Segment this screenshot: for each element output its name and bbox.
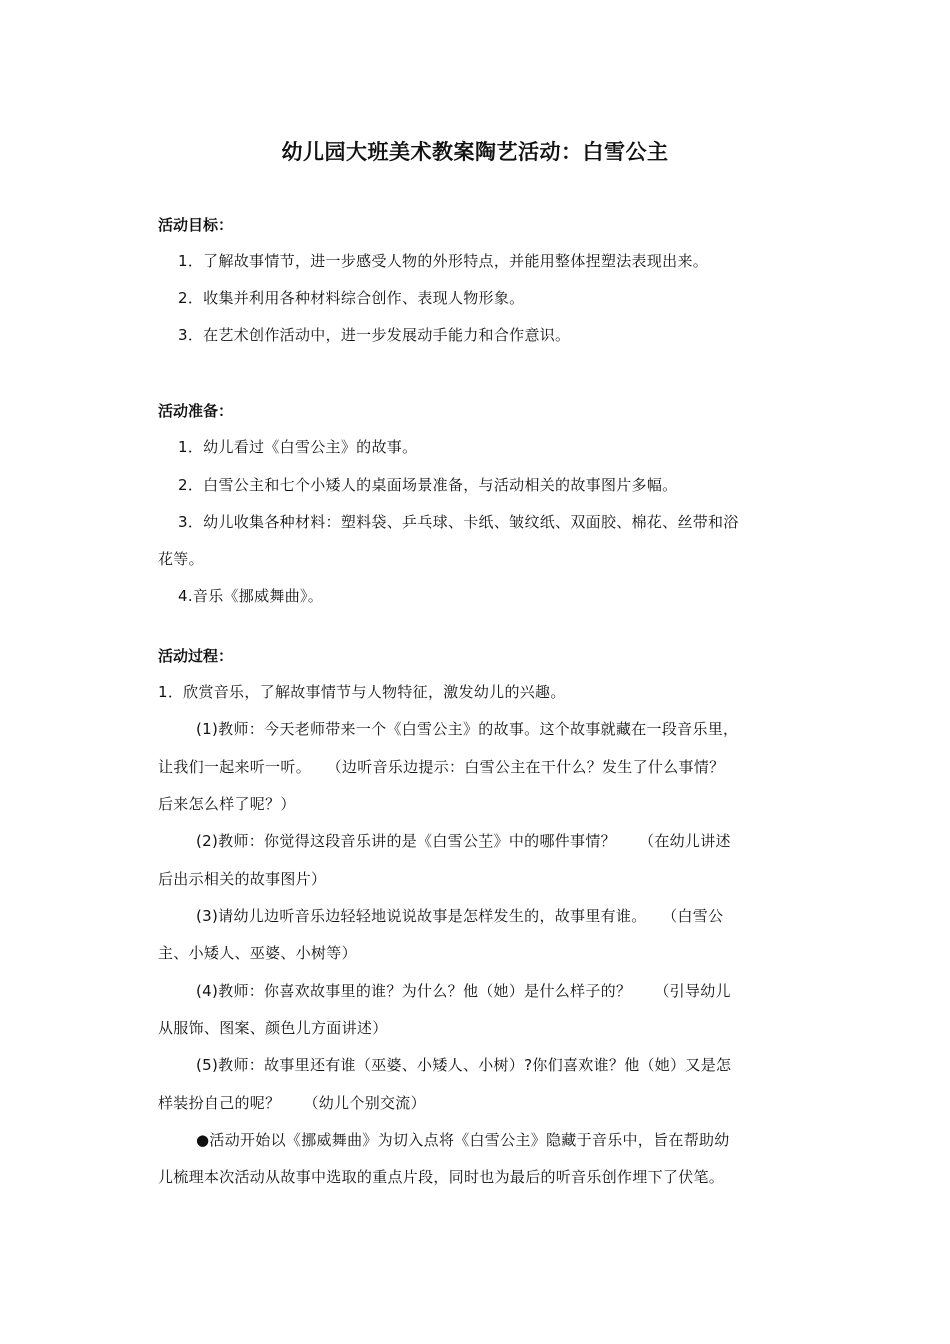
process-paragraph-line: 后来怎么样了呢？） [158, 795, 296, 813]
goals-heading: 活动目标： [158, 216, 234, 234]
process-paragraph-line: (5)教师：故事里还有谁（巫婆、小矮人、小树）?你们喜欢谁？他（她）又是怎 [196, 1056, 732, 1074]
process-paragraph-line: 让我们一起来听一听。 （边听音乐边提示：白雪公主在干什么？发生了什么事情？ [158, 758, 725, 776]
process-step: 1．欣赏音乐，了解故事情节与人物特征，激发幼儿的兴趣。 [158, 683, 566, 701]
process-paragraph-line: 主、小矮人、巫婆、小树等） [158, 944, 357, 962]
process-paragraph-line: (1)教师：今天老师带来一个《白雪公主》的故事。这个故事就藏在一段音乐里， [196, 720, 739, 738]
goal-item: 2．收集并利用各种材料综合创作、表现人物形象。 [178, 289, 525, 307]
process-paragraph-line: (3)请幼儿边听音乐边轻轻地说说故事是怎样发生的，故事里有谁。 （白雪公 [196, 907, 724, 925]
prep-heading: 活动准备： [158, 402, 234, 420]
process-note-line: ●活动开始以《挪威舞曲》为切入点将《白雪公主》隐藏于音乐中，旨在帮助幼 [196, 1131, 730, 1149]
prep-item: 4.音乐《挪威舞曲》。 [178, 587, 324, 605]
prep-item: 2．白雪公主和七个小矮人的桌面场景准备，与活动相关的故事图片多幅。 [178, 476, 678, 494]
process-paragraph-line: (2)教师：你觉得这段音乐讲的是《白雪公芏》中的哪件事情？ （在幼儿讲述 [196, 832, 731, 850]
process-heading: 活动过程： [158, 647, 234, 665]
process-paragraph-line: 从服饰、图案、颜色儿方面讲述） [158, 1019, 388, 1037]
goal-item: 3．在艺术创作活动中，进一步发展动手能力和合作意识。 [178, 326, 571, 344]
process-note-line: 儿梳理本次活动从故事中选取的重点片段，同时也为最后的听音乐创作埋下了伏笔。 [158, 1168, 725, 1186]
process-paragraph-line: 后出示相关的故事图片） [158, 870, 327, 888]
process-paragraph-line: 样装扮自己的呢？ （幼儿个别交流） [158, 1094, 426, 1112]
process-paragraph-line: (4)教师：你喜欢故事里的谁？为什么？他（她）是什么样子的？ （引导幼儿 [196, 982, 731, 1000]
document-title: 幼儿园大班美术教案陶艺活动：白雪公主 [281, 140, 669, 164]
prep-item: 3．幼儿收集各种材料：塑料袋、乒乓球、卡纸、皱纹纸、双面胶、棉花、丝带和浴 [178, 513, 739, 531]
prep-item: 1．幼儿看过《白雪公主》的故事。 [178, 438, 418, 456]
goal-item: 1．了解故事情节，进一步感受人物的外形特点，并能用整体捏塑法表现出来。 [178, 252, 709, 270]
prep-item-continued: 花等。 [158, 550, 204, 568]
